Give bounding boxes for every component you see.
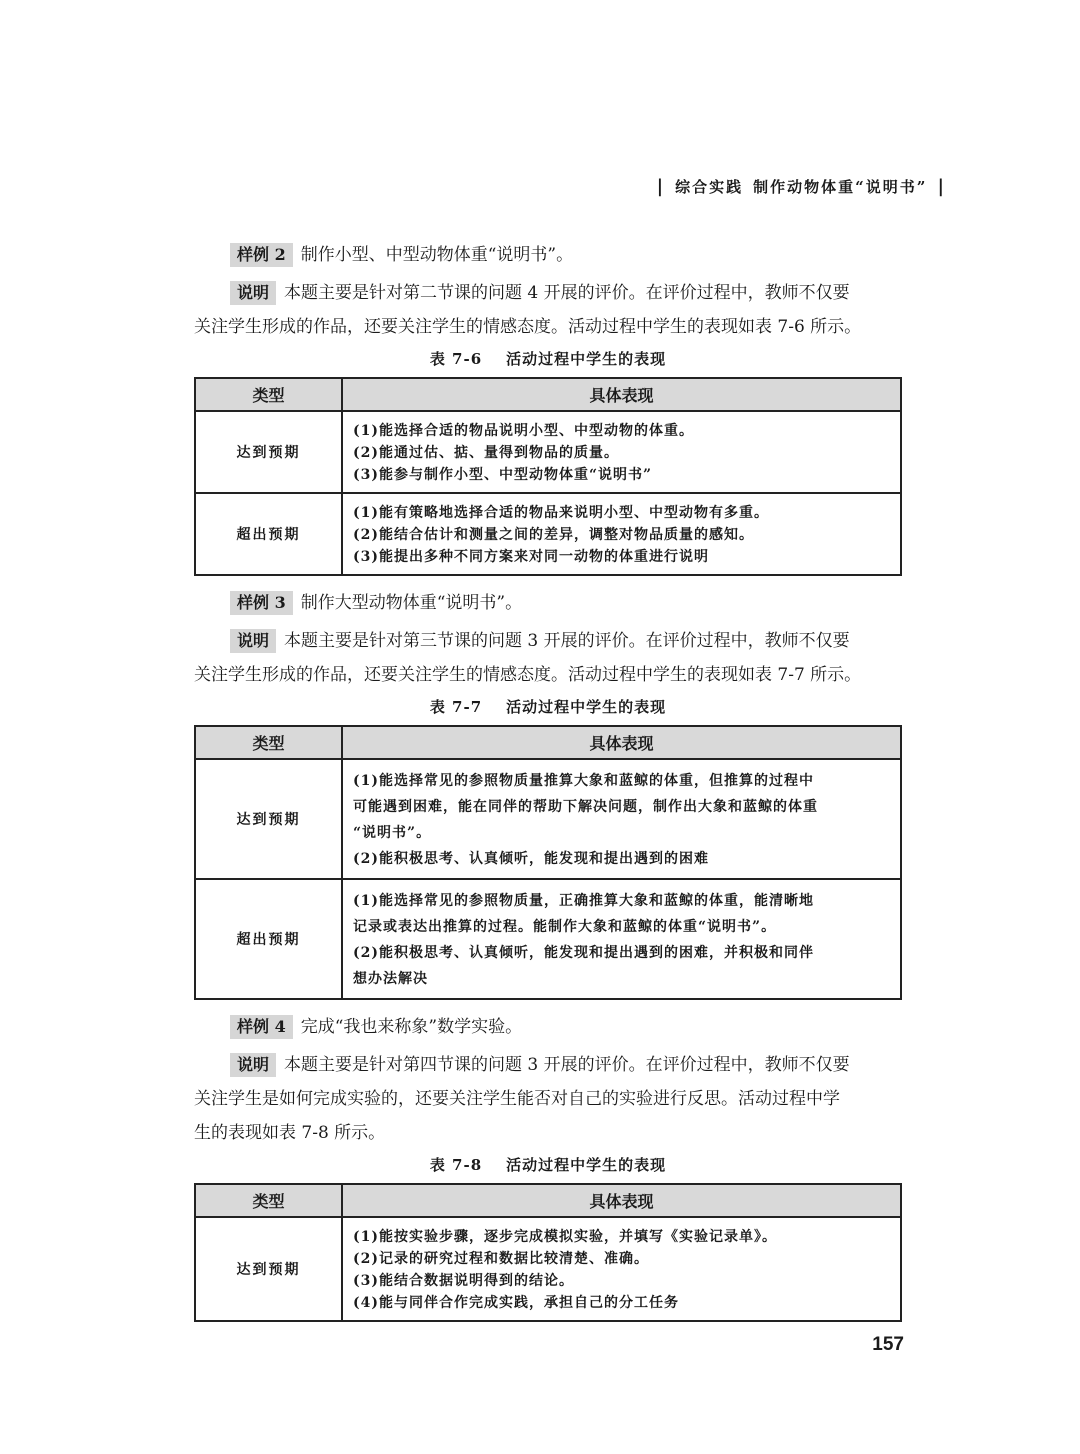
desc-line: (1)能有策略地选择合适的物品来说明小型、中型动物有多重。 bbox=[353, 505, 769, 521]
row-desc bbox=[342, 493, 901, 575]
sample-3-note-line1: 本题主要是针对第三节课的问题 3 开展的评价。在评价过程中，教师不仅要 bbox=[284, 631, 850, 651]
page-content bbox=[194, 238, 902, 1332]
sample-2-heading bbox=[194, 238, 902, 272]
sample-2-label: 样例 2 bbox=[230, 243, 293, 267]
desc-line: (1)能选择常见的参照物质量推算大象和蓝鲸的体重，但推算的过程中 bbox=[353, 773, 814, 789]
table-7-8-title: 活动过程中学生的表现 bbox=[506, 1156, 667, 1174]
col-desc-header: 具体表现 bbox=[342, 726, 901, 759]
sample-4-note bbox=[194, 1048, 902, 1082]
desc-line: (1)能按实验步骤，逐步完成模拟实验，并填写《实验记录单》。 bbox=[353, 1229, 777, 1245]
table-7-6-title: 活动过程中学生的表现 bbox=[506, 350, 667, 368]
sample-2-note-cont: 关注学生形成的作品，还要关注学生的情感态度。活动过程中学生的表现如表 7-6 所示。 bbox=[194, 317, 862, 337]
row-type: 达到预期 bbox=[195, 759, 342, 879]
table-row bbox=[195, 411, 901, 493]
table-header-row bbox=[195, 726, 901, 759]
header-divider-right: | bbox=[937, 175, 946, 197]
table-7-8 bbox=[194, 1183, 902, 1322]
table-row bbox=[195, 493, 901, 575]
row-type: 超出预期 bbox=[195, 493, 342, 575]
sample-4-note-cont: 关注学生是如何完成实验的，还要关注学生能否对自己的实验进行反思。活动过程中学 bbox=[194, 1089, 840, 1109]
desc-line: (2)记录的研究过程和数据比较清楚、准确。 bbox=[353, 1251, 649, 1267]
sample-3-heading bbox=[194, 586, 902, 620]
sample-4-title: 完成“我也来称象”数学实验。 bbox=[300, 1017, 523, 1037]
table-7-7-title: 活动过程中学生的表现 bbox=[506, 698, 667, 716]
sample-4-note-cont2: 生的表现如表 7-8 所示。 bbox=[194, 1123, 386, 1143]
table-7-7 bbox=[194, 725, 902, 1000]
row-type: 达到预期 bbox=[195, 411, 342, 493]
table-row bbox=[195, 879, 901, 999]
sample-3-note bbox=[194, 624, 902, 658]
col-desc-header: 具体表现 bbox=[342, 1184, 901, 1217]
table-header-row bbox=[195, 1184, 901, 1217]
table-row bbox=[195, 1217, 901, 1321]
row-desc bbox=[342, 759, 901, 879]
col-type-header: 类型 bbox=[195, 378, 342, 411]
page-number: 157 bbox=[872, 1334, 904, 1355]
col-type-header: 类型 bbox=[195, 1184, 342, 1217]
col-type-header: 类型 bbox=[195, 726, 342, 759]
desc-line: 可能遇到困难，能在同伴的帮助下解决问题，制作出大象和蓝鲸的体重 bbox=[353, 799, 818, 815]
sample-3-note-label: 说明 bbox=[230, 629, 276, 653]
table-7-6 bbox=[194, 377, 902, 576]
desc-line: (3)能参与制作小型、中型动物体重“说明书” bbox=[353, 467, 653, 483]
header-divider-left: | bbox=[656, 175, 666, 197]
sample-4-label: 样例 4 bbox=[230, 1015, 293, 1039]
sample-3-note-cont: 关注学生形成的作品，还要关注学生的情感态度。活动过程中学生的表现如表 7-7 所示。 bbox=[194, 665, 862, 685]
table-7-8-caption bbox=[194, 1154, 902, 1175]
desc-line: (3)能提出多种不同方案来对同一动物的体重进行说明 bbox=[353, 549, 709, 565]
table-row bbox=[195, 759, 901, 879]
sample-4-note-line1: 本题主要是针对第四节课的问题 3 开展的评价。在评价过程中，教师不仅要 bbox=[284, 1055, 850, 1075]
sample-3-title: 制作大型动物体重“说明书”。 bbox=[300, 593, 523, 613]
table-header-row bbox=[195, 378, 901, 411]
table-7-8-number: 表 7-8 bbox=[429, 1156, 483, 1174]
sample-3-label: 样例 3 bbox=[230, 591, 293, 615]
desc-line: (2)能积极思考、认真倾听，能发现和提出遇到的困难 bbox=[353, 851, 709, 867]
desc-line: (1)能选择合适的物品说明小型、中型动物的体重。 bbox=[353, 423, 694, 439]
row-desc bbox=[342, 1217, 901, 1321]
table-7-6-caption bbox=[194, 348, 902, 369]
desc-line: (1)能选择常见的参照物质量，正确推算大象和蓝鲸的体重，能清晰地 bbox=[353, 893, 814, 909]
sample-4-heading bbox=[194, 1010, 902, 1044]
sample-2-note bbox=[194, 276, 902, 310]
table-7-7-caption bbox=[194, 696, 902, 717]
sample-2-note-line1: 本题主要是针对第二节课的问题 4 开展的评价。在评价过程中，教师不仅要 bbox=[284, 283, 850, 303]
row-desc bbox=[342, 411, 901, 493]
table-7-7-number: 表 7-7 bbox=[429, 698, 483, 716]
header-section: 综合实践 bbox=[675, 178, 744, 196]
row-desc bbox=[342, 879, 901, 999]
desc-line: (2)能通过估、掂、量得到物品的质量。 bbox=[353, 445, 619, 461]
desc-line: (3)能结合数据说明得到的结论。 bbox=[353, 1273, 574, 1289]
desc-line: “说明书”。 bbox=[353, 825, 432, 841]
desc-line: 记录或表达出推算的过程。能制作大象和蓝鲸的体重“说明书”。 bbox=[353, 919, 777, 935]
row-type: 超出预期 bbox=[195, 879, 342, 999]
desc-line: (2)能结合估计和测量之间的差异，调整对物品质量的感知。 bbox=[353, 527, 754, 543]
desc-line: 想办法解决 bbox=[353, 971, 428, 987]
sample-4-note-label: 说明 bbox=[230, 1053, 276, 1077]
sample-2-note-label: 说明 bbox=[230, 281, 276, 305]
desc-line: (2)能积极思考、认真倾听，能发现和提出遇到的困难，并积极和同伴 bbox=[353, 945, 814, 961]
row-type: 达到预期 bbox=[195, 1217, 342, 1321]
sample-2-title: 制作小型、中型动物体重“说明书”。 bbox=[300, 245, 574, 265]
header-title: 制作动物体重“说明书” bbox=[753, 178, 928, 196]
table-7-6-number: 表 7-6 bbox=[429, 350, 483, 368]
desc-line: (4)能与同伴合作完成实践，承担自己的分工任务 bbox=[353, 1295, 679, 1311]
running-header bbox=[657, 176, 946, 197]
col-desc-header: 具体表现 bbox=[342, 378, 901, 411]
